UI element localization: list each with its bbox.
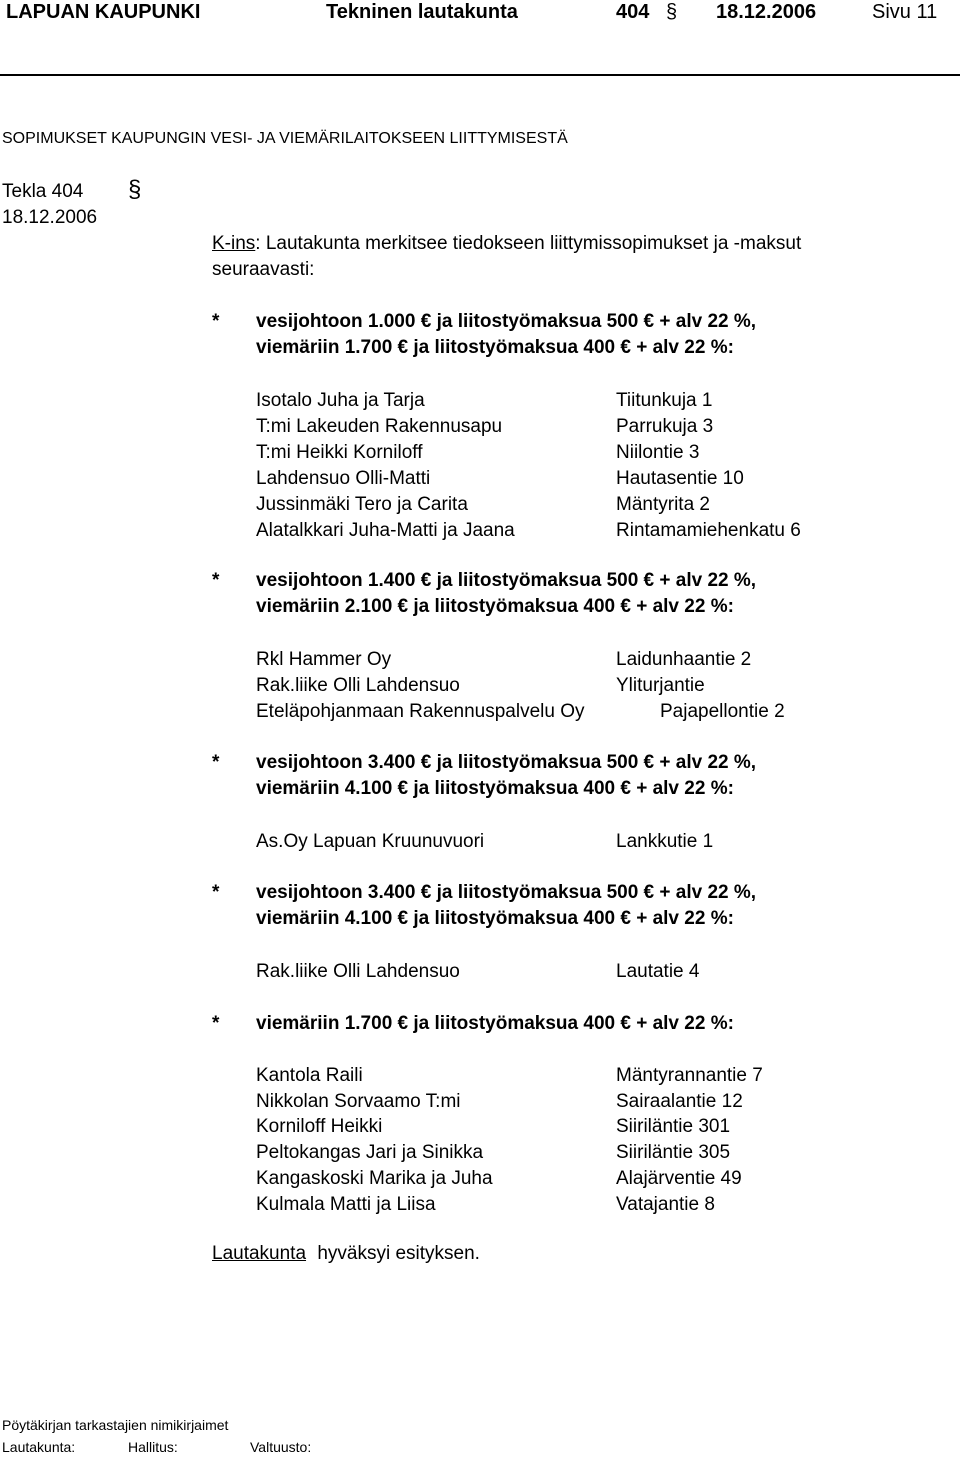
customer-address: Sairaalantie 12: [616, 1091, 743, 1112]
group-bullet: *: [212, 311, 220, 332]
customer-name: Rak.liike Olli Lahdensuo: [256, 675, 460, 696]
customer-name: Jussinmäki Tero ja Carita: [256, 494, 468, 515]
list-item: [256, 649, 752, 671]
decision: [212, 1244, 480, 1263]
meeting-date: 18.12.2006: [716, 1, 817, 23]
decision-label: Lautakunta: [212, 1243, 307, 1264]
customer-name: As.Oy Lapuan Kruunuvuori: [256, 831, 485, 852]
list-item: [256, 1194, 715, 1216]
customer-name: Isotalo Juha ja Tarja: [256, 390, 425, 411]
list-item: [256, 520, 801, 542]
footer-council-label: Valtuusto:: [250, 1439, 312, 1455]
group-fee-line: viemäriin 4.100 € ja liitostyömaksua 400 € + alv 22 %:: [256, 908, 734, 929]
list-item: [256, 701, 785, 723]
proposal-label: K-ins: [212, 233, 256, 254]
list-item: [256, 1168, 742, 1190]
list-item: [256, 390, 713, 412]
customer-address: Lankkutie 1: [616, 831, 714, 852]
customer-address: Tiitunkuja 1: [616, 390, 713, 411]
customer-name: Rkl Hammer Oy: [256, 649, 392, 670]
page-title: SOPIMUKSET KAUPUNGIN VESI- JA VIEMÄRILAITOKSEEN LIITTYMISESTÄ: [2, 130, 568, 147]
group-fee-line: vesijohtoon 1.400 € ja liitostyömaksua 500 € + alv 22 %,: [256, 570, 757, 591]
footer-board-label: Lautakunta:: [2, 1439, 76, 1455]
city-name: LAPUAN KAUPUNKI: [6, 1, 201, 23]
customer-address: Siiriläntie 305: [616, 1142, 731, 1163]
customer-address: Mäntyrannantie 7: [616, 1065, 763, 1086]
list-item: [256, 1091, 743, 1113]
decision-text: hyväksyi esityksen.: [317, 1243, 480, 1264]
customer-name: T:mi Heikki Korniloff: [256, 442, 423, 463]
customer-name: Kantola Raili: [256, 1065, 363, 1086]
group-fee-line: vesijohtoon 3.400 € ja liitostyömaksua 500 € + alv 22 %,: [256, 882, 757, 903]
list-item: [256, 468, 744, 490]
side-ref-date: 18.12.2006: [2, 207, 98, 228]
list-item: [256, 442, 700, 464]
list-item: [256, 1116, 731, 1138]
group-fee-line: viemäriin 1.700 € ja liitostyömaksua 400 € + alv 22 %:: [256, 1013, 734, 1034]
customer-address: Hautasentie 10: [616, 468, 744, 489]
footer-govt-label: Hallitus:: [128, 1439, 178, 1455]
page-number: Sivu 11: [872, 1, 938, 23]
customer-address: Yliturjantie: [616, 675, 705, 696]
group-bullet: *: [212, 882, 220, 903]
customer-address: Vatajantie 8: [616, 1194, 715, 1215]
customer-address: Lautatie 4: [616, 961, 700, 982]
customer-address: Siiriläntie 301: [616, 1116, 731, 1137]
customer-name: Nikkolan Sorvaamo T:mi: [256, 1091, 461, 1112]
board-name: Tekninen lautakunta: [326, 1, 518, 23]
group-fee-line: viemäriin 4.100 € ja liitostyömaksua 400 € + alv 22 %:: [256, 778, 734, 799]
customer-name: Lahdensuo Olli-Matti: [256, 468, 431, 489]
list-item: [256, 961, 700, 983]
list-item: [256, 1065, 763, 1087]
side-ref-line1: Tekla 404: [2, 181, 84, 202]
customer-address: Pajapellontie 2: [660, 701, 785, 722]
list-item: [256, 831, 714, 853]
proposal: [212, 234, 801, 253]
group-bullet: *: [212, 1013, 220, 1034]
side-section-mark: §: [128, 176, 142, 203]
list-item: [256, 494, 710, 516]
group-bullet: *: [212, 570, 220, 591]
group-fee-line: viemäriin 2.100 € ja liitostyömaksua 400 € + alv 22 %:: [256, 596, 734, 617]
customer-address: Laidunhaantie 2: [616, 649, 752, 670]
group-fee-line: viemäriin 1.700 € ja liitostyömaksua 400 € + alv 22 %:: [256, 337, 734, 358]
customer-address: Mäntyrita 2: [616, 494, 710, 515]
customer-name: Rak.liike Olli Lahdensuo: [256, 961, 460, 982]
customer-name: Kangaskoski Marika ja Juha: [256, 1168, 493, 1189]
customer-address: Alajärventie 49: [616, 1168, 742, 1189]
meeting-number: 404: [616, 1, 650, 23]
customer-name: T:mi Lakeuden Rakennusapu: [256, 416, 503, 437]
customer-name: Kulmala Matti ja Liisa: [256, 1194, 436, 1215]
group-fee-line: vesijohtoon 1.000 € ja liitostyömaksua 500 € + alv 22 %,: [256, 311, 757, 332]
list-item: [256, 675, 705, 697]
customer-address: Rintamamiehenkatu 6: [616, 520, 801, 541]
customer-name: Alatalkkari Juha-Matti ja Jaana: [256, 520, 515, 541]
customer-name: Peltokangas Jari ja Sinikka: [256, 1142, 484, 1163]
customer-name: Eteläpohjanmaan Rakennuspalvelu Oy: [256, 701, 585, 722]
group-bullet: *: [212, 752, 220, 773]
customer-address: Niilontie 3: [616, 442, 700, 463]
proposal-text-cont: seuraavasti:: [212, 259, 315, 280]
proposal-text: : Lautakunta merkitsee tiedokseen liittymissopimukset ja -maksut: [255, 233, 802, 254]
customer-name: Korniloff Heikki: [256, 1116, 383, 1137]
section-mark: §: [666, 1, 678, 23]
footer-initials-label: Pöytäkirjan tarkastajien nimikirjaimet: [2, 1417, 229, 1433]
group-fee-line: vesijohtoon 3.400 € ja liitostyömaksua 500 € + alv 22 %,: [256, 752, 757, 773]
list-item: [256, 416, 714, 438]
header-rule: [0, 74, 960, 76]
customer-address: Parrukuja 3: [616, 416, 714, 437]
list-item: [256, 1142, 731, 1164]
